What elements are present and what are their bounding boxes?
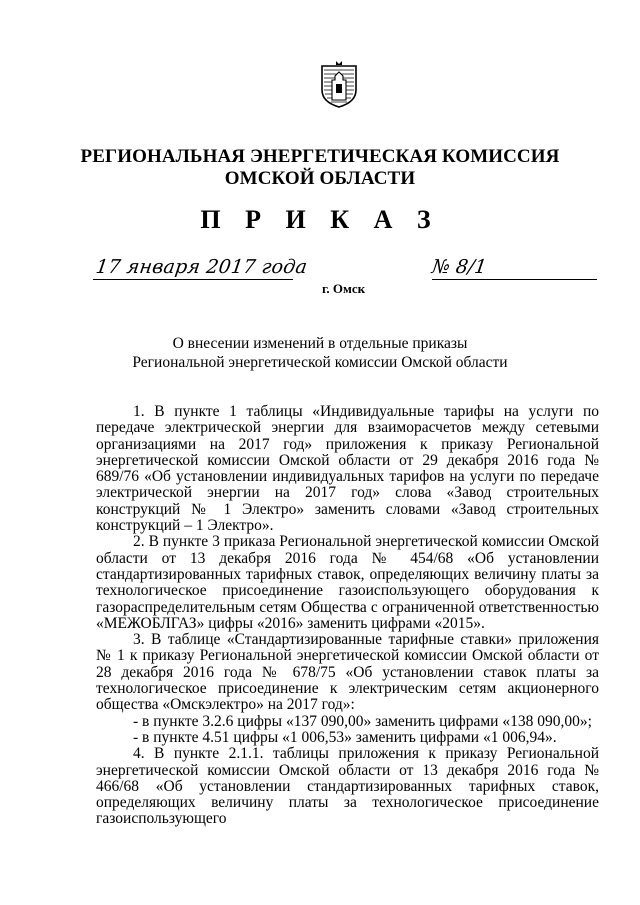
paragraph-3-item-b: - в пункте 4.51 цифры «1 006,53» заменить цифрами «1 006,94». bbox=[133, 728, 557, 746]
org-name-line1: РЕГИОНАЛЬНАЯ ЭНЕРГЕТИЧЕСКАЯ КОМИССИЯ bbox=[80, 146, 560, 167]
subject-line1: О внесении изменений в отдельные приказы bbox=[172, 335, 468, 352]
coat-of-arms-emblem bbox=[320, 60, 358, 108]
date-underline bbox=[93, 279, 293, 280]
number-underline bbox=[432, 279, 597, 280]
city-label: г. Омск bbox=[322, 281, 366, 296]
subject-line2: Региональной энергетической комиссии Омской области bbox=[132, 354, 508, 371]
document-type-title: П Р И К А З bbox=[200, 205, 440, 234]
handwritten-date: 17 января 2017 года bbox=[94, 256, 309, 278]
paragraph-3-item-a: - в пункте 3.2.6 цифры «137 090,00» заменить цифрами «138 090,00»; bbox=[133, 712, 592, 730]
handwritten-number: № 8/1 bbox=[430, 256, 489, 278]
org-name-line2: ОМСКОЙ ОБЛАСТИ bbox=[224, 168, 416, 189]
paragraph-4: 4. В пункте 2.1.1. таблицы приложения к приказу Региональной энергетической комиссии Омской области от 13 декабря 2016 года № 466/68 «Об установлении стандартизированных тарифных ставок, определяющих величину платы за технологическое присоединение газоиспользующего bbox=[96, 745, 599, 828]
paragraph-3: 3. В таблице «Стандартизированные тарифные ставки» приложения № 1 к приказу Региональной энергетической комиссии Омской области от 28 декабря 2016 года № 678/75 «Об установлении ставок платы за технологическое присоединение к электрическим сетям акционерного общества «Омскэлектро» на 2017 год»: bbox=[96, 631, 599, 714]
order-body bbox=[96, 404, 599, 828]
paragraph-2: 2. В пункте 3 приказа Региональной энергетической комиссии Омской области от 13 декабря 2016 года № 454/68 «Об установлении стандартизированных тарифных ставок, определяющих величину платы за технологическое присоединение газоиспользующего оборудования к газораспределительным сетям Общества с ограниченной ответственностью «МЕЖОБЛГАЗ» цифры «2016» заменить цифрами «2015». bbox=[96, 533, 599, 632]
paragraph-1: 1. В пункте 1 таблицы «Индивидуальные тарифы на услуги по передаче электрической энергии для взаиморасчетов между сетевыми организациями на 2017 год» приложения к приказу Региональной энергетической комиссии Омской области от 29 декабря 2016 года № 689/76 «Об установлении индивидуальных тарифов на услуги по передаче электрической энергии на 2017 год» слова «Завод строительных конструкций № 1 Электро» заменить словами «Завод строительных конструкций – 1 Электро». bbox=[96, 403, 599, 535]
